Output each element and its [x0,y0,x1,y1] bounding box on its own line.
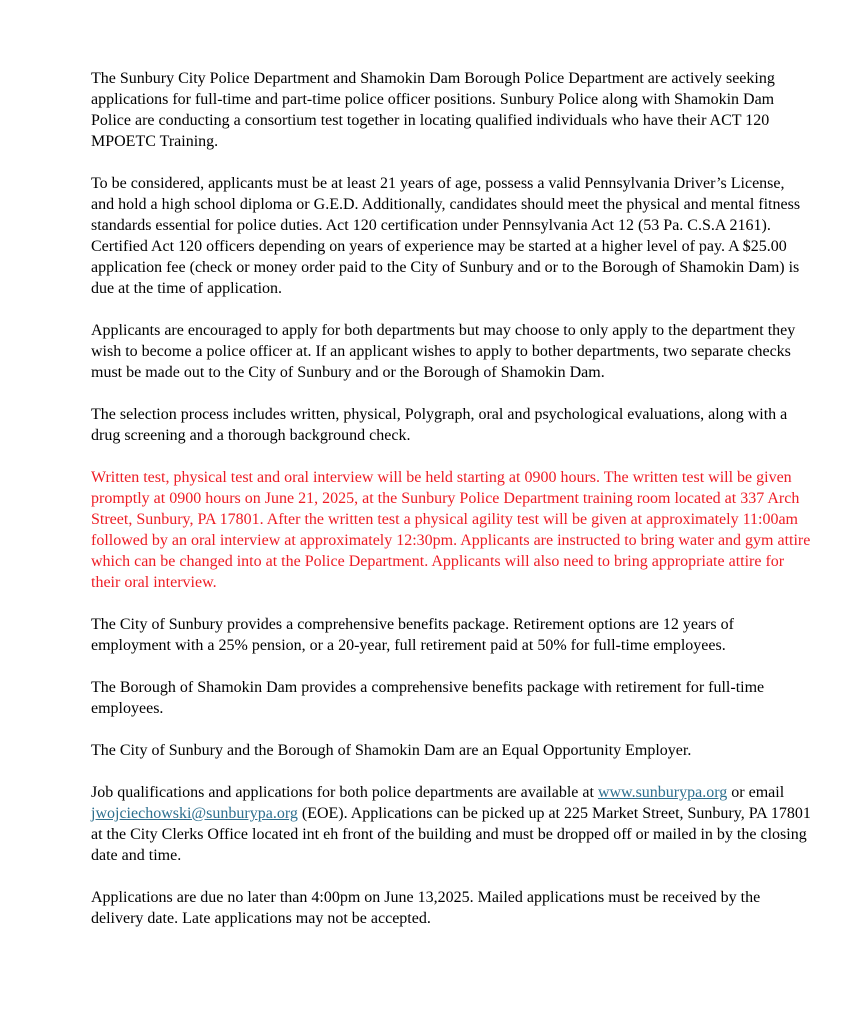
deadline-paragraph: Applications are due no later than 4:00pm on June 13,2025. Mailed applications must be received by the delivery date. Late applications may not be accepted. [91,889,761,927]
job-posting-document [91,68,811,950]
requirements-paragraph: To be considered, applicants must be at least 21 years of age, possess a valid Pennsylvania Driver’s License, and hold a high school diploma or G.E.D. Additionally, candidates should meet the physical and mental fitness standards essential for police duties. Act 120 certification under Pennsylvania Act 12 (53 Pa. C.S.A 2161). Certified Act 120 officers depending on years of experience may be started at a higher level of pay. A $25.00 application fee (check or money order paid to the City of Sunbury and or to the Borough of Shamokin Dam) is due at the time of application. [91,175,801,297]
test-schedule-notice: Written test, physical test and oral interview will be held starting at 0900 hours. The written test will be given promptly at 0900 hours on June 21, 2025, at the Sunbury Police Department training room located at 337 Arch Street, Sunbury, PA 17801. After the written test a physical agility test will be given at approximately 11:00am followed by an oral interview at approximately 12:30pm. Applicants are instructed to bring water and gym attire which can be changed into at the Police Department. Applicants will also need to bring appropriate attire for their oral interview. [91,469,811,591]
intro-paragraph: The Sunbury City Police Department and Shamokin Dam Borough Police Department are actively seeking applications for full-time and part-time police officer positions. Sunbury Police along with Shamokin Dam Police are conducting a consortium test together in locating qualified individuals who have their ACT 120 MPOETC Training. [91,70,775,150]
contact-text-before-link: Job qualifications and applications for both police departments are available at [91,784,598,801]
email-link[interactable]: jwojciechowski@sunburypa.org [91,805,298,822]
contact-text-after-links: (EOE). Applications can be picked up at 225 Market Street, Sunbury, PA 17801 at the City Clerks Office located int eh front of the building and must be dropped off or mailed in by the closing date and time. [91,805,811,864]
website-link[interactable]: www.sunburypa.org [597,784,728,801]
contact-text-between-links: or email [727,784,785,801]
contact-paragraph [91,782,811,866]
selection-process-paragraph: The selection process includes written, physical, Polygraph, oral and psychological evaluations, along with a drug screening and a thorough background check. [91,406,788,444]
equal-opportunity-paragraph: The City of Sunbury and the Borough of Shamokin Dam are an Equal Opportunity Employer. [91,742,692,759]
departments-paragraph: Applicants are encouraged to apply for both departments but may choose to only apply to the department they wish to become a police officer at. If an applicant wishes to apply to bother departments, two separate checks must be made out to the City of Sunbury and or the Borough of Shamokin Dam. [91,322,796,381]
sunbury-benefits-paragraph: The City of Sunbury provides a comprehensive benefits package. Retirement options are 12 years of employment with a 25% pension, or a 20-year, full retirement paid at 50% for full-time employees. [91,616,734,654]
shamokin-benefits-paragraph: The Borough of Shamokin Dam provides a comprehensive benefits package with retirement for full-time employees. [91,679,765,717]
